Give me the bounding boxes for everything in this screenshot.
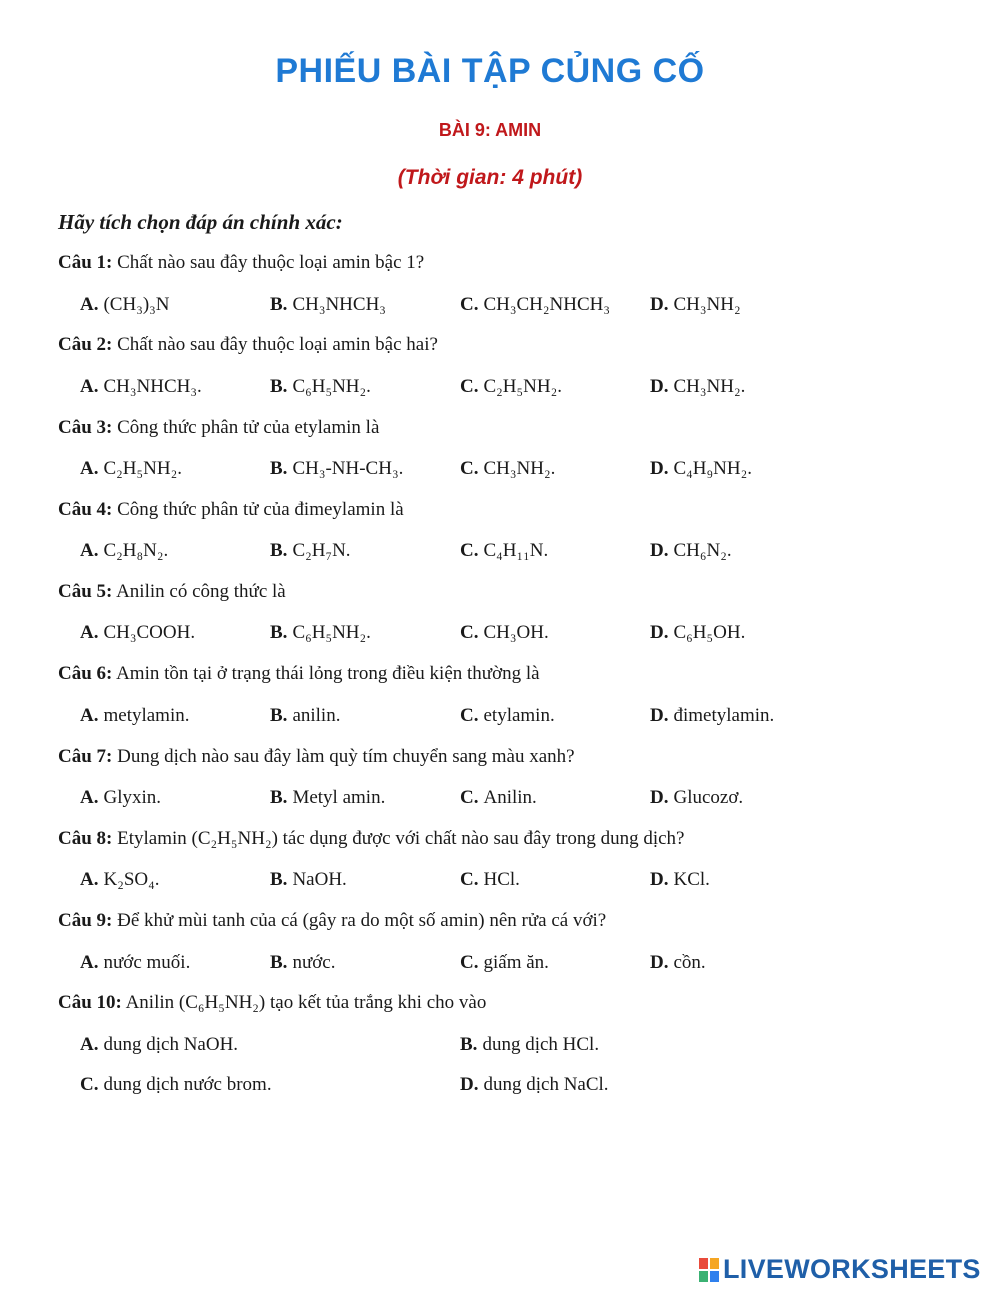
answer-4a[interactable]: A. C₂H₈N₂. (80, 540, 169, 561)
question-10: Câu 10: Anilin (C₆H₅NH₂) tạo kết tủa trắng khi cho vào (58, 992, 487, 1013)
answer-10d[interactable]: D. dung dịch NaCl. (460, 1074, 609, 1095)
answer-8c[interactable]: C. HCl. (460, 869, 520, 890)
answer-1d[interactable]: D. CH₃NH₂ (650, 294, 741, 315)
question-4: Câu 4: Công thức phân tử của đimeylamin là (58, 499, 404, 520)
icon-tile-2 (709, 1257, 720, 1270)
answer-6a[interactable]: A. metylamin. (80, 705, 190, 726)
answer-2c[interactable]: C. C₂H₅NH₂. (460, 376, 562, 397)
answer-4d[interactable]: D. CH₆N₂. (650, 540, 732, 561)
answer-6b[interactable]: B. anilin. (270, 705, 341, 726)
instruction: Hãy tích chọn đáp án chính xác: (58, 210, 343, 234)
answer-8a[interactable]: A. K₂SO₄. (80, 869, 160, 890)
answer-1c[interactable]: C. CH₃CH₂NHCH₃ (460, 294, 610, 315)
question-2: Câu 2: Chất nào sau đây thuộc loại amin bậc hai? (58, 334, 438, 355)
question-3: Câu 3: Công thức phân tử của etylamin là (58, 417, 380, 438)
answer-10b[interactable]: B. dung dịch HCl. (460, 1034, 600, 1055)
answer-7b[interactable]: B. Metyl amin. (270, 787, 386, 808)
icon-tile-1 (698, 1257, 709, 1270)
answer-2b[interactable]: B. C₆H₅NH₂. (270, 376, 371, 397)
answer-9b[interactable]: B. nước. (270, 952, 336, 973)
answer-6c[interactable]: C. etylamin. (460, 705, 555, 726)
icon-tile-4 (709, 1270, 720, 1283)
answer-5b[interactable]: B. C₆H₅NH₂. (270, 622, 371, 643)
answer-8b[interactable]: B. NaOH. (270, 869, 347, 890)
brand-text: LIVEWORKSHEETS (723, 1254, 981, 1284)
answer-3b[interactable]: B. CH₃-NH-CH₃. (270, 458, 404, 479)
answer-4b[interactable]: B. C₂H₇N. (270, 540, 351, 561)
answer-5a[interactable]: A. CH₃COOH. (80, 622, 196, 643)
answer-2a[interactable]: A. CH₃NHCH₃. (80, 376, 202, 397)
answer-3c[interactable]: C. CH₃NH₂. (460, 458, 556, 479)
answer-7c[interactable]: C. Anilin. (460, 787, 537, 808)
worksheet-title: PHIẾU BÀI TẬP CỦNG CỐ (275, 52, 705, 90)
answer-3d[interactable]: D. C₄H₉NH₂. (650, 458, 752, 479)
liveworksheets-logo[interactable] (698, 1254, 981, 1285)
question-6: Câu 6: Amin tồn tại ở trạng thái lỏng trong điều kiện thường là (58, 663, 540, 684)
answer-7a[interactable]: A. Glyxin. (80, 787, 162, 808)
answer-9d[interactable]: D. cồn. (650, 952, 706, 973)
answer-7d[interactable]: D. Glucozơ. (650, 787, 744, 808)
time-limit: (Thời gian: 4 phút) (397, 166, 583, 189)
question-7: Câu 7: Dung dịch nào sau đây làm quỳ tím chuyển sang màu xanh? (58, 746, 575, 767)
liveworksheets-icon (698, 1257, 720, 1283)
answer-4c[interactable]: C. C₄H₁₁N. (460, 540, 549, 561)
question-5: Câu 5: Anilin có công thức là (58, 581, 286, 602)
icon-tile-3 (698, 1270, 709, 1283)
answer-9a[interactable]: A. nước muối. (80, 952, 191, 973)
answer-5d[interactable]: D. C₆H₅OH. (650, 622, 746, 643)
answer-3a[interactable]: A. C₂H₅NH₂. (80, 458, 182, 479)
answer-9c[interactable]: C. giấm ăn. (460, 952, 549, 973)
answer-8d[interactable]: D. KCl. (650, 869, 710, 890)
answer-1a[interactable]: A. (CH₃)₃N (80, 294, 170, 315)
answer-10a[interactable]: A. dung dịch NaOH. (80, 1034, 239, 1055)
answer-2d[interactable]: D. CH₃NH₂. (650, 376, 746, 397)
answer-6d[interactable]: D. đimetylamin. (650, 705, 775, 726)
answer-10c[interactable]: C. dung dịch nước brom. (80, 1074, 272, 1095)
question-8: Câu 8: Etylamin (C₂H₅NH₂) tác dụng được với chất nào sau đây trong dung dịch? (58, 828, 685, 849)
lesson-subtitle: BÀI 9: AMIN (438, 120, 542, 140)
question-9: Câu 9: Để khử mùi tanh của cá (gây ra do một số amin) nên rửa cá với? (58, 910, 607, 931)
answer-1b[interactable]: B. CH₃NHCH₃ (270, 294, 386, 315)
answer-5c[interactable]: C. CH₃OH. (460, 622, 549, 643)
question-1: Câu 1: Chất nào sau đây thuộc loại amin bậc 1? (58, 252, 425, 273)
